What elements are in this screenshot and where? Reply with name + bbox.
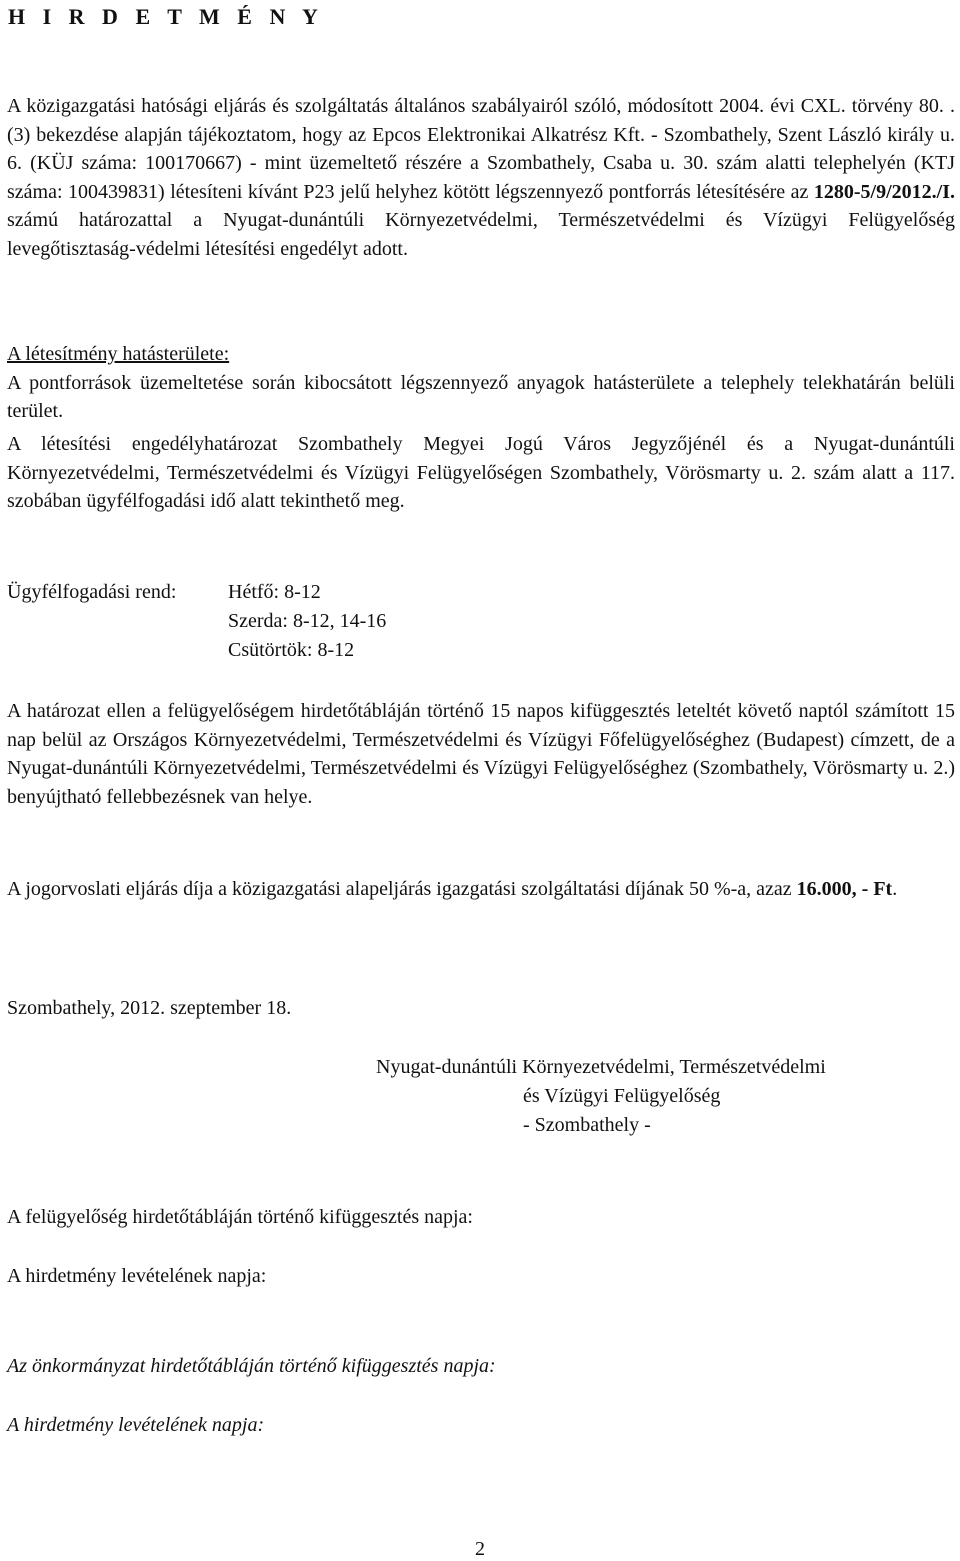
- office-hours-row-wednesday: Szerda: 8-12, 14-16: [228, 610, 387, 632]
- impact-area-text: A pontforrások üzemeltetése során kibocsátott légszennyező anyagok hatásterülete a telephely telekhatárán belüli terület.: [7, 371, 955, 423]
- fee-text: A jogorvoslati eljárás díja a közigazgatási alapeljárás igazgatási szolgáltatási díjának 50 %-a, azaz: [7, 878, 797, 900]
- inspection-paragraph: A létesítési engedélyhatározat Szombathely Megyei Jogú Város Jegyzőjénél és a Nyugat-dunántúli Környezetvédelmi, Természetvédelmi és Vízügyi Felügyelőségen Szombathely, Vörösmarty u. 2. szám alatt a 117. szobában ügyfélfogadási idő alatt tekinthető meg.: [7, 433, 955, 513]
- page-number: 2: [475, 1538, 485, 1560]
- signature-line-1: Nyugat-dunántúli Környezetvédelmi, Természetvédelmi: [376, 1056, 826, 1078]
- posting-date-field: A felügyelőség hirdetőtábláján történő kifüggesztés napja:: [7, 1206, 473, 1228]
- removal-date-field: A hirdetmény levételének napja:: [7, 1265, 267, 1287]
- intro-text-1: A közigazgatási hatósági eljárás és szolgáltatás általános szabályairól szóló, módosított 2004. évi CXL. törvény 80. . (3) bekezdése alapján tájékoztatom, hogy az Epcos Elektronikai Alkatrész Kft. - Szombathely, Szent László király u. 6. (KÜJ száma: 100170667) - mint üzemeltető részére a Szombathely, Csaba u. 30. szám alatti telephelyén (KTJ száma: 100439831) létesíteni kívánt P23 jelű helyhez kötött légszennyező pontforrás létesítésére az: [7, 95, 955, 203]
- municipal-posting-date-field: Az önkormányzat hirdetőtábláján történő kifüggesztés napja:: [7, 1355, 496, 1377]
- fee-amount: 16.000, - Ft: [796, 878, 893, 900]
- intro-paragraph: [7, 92, 955, 264]
- decision-number: 1280-5/9/2012./I.: [813, 180, 955, 203]
- signature-line-2: és Vízügyi Felügyelőség: [523, 1085, 721, 1107]
- office-hours-row-thursday: Csütörtök: 8-12: [228, 639, 355, 661]
- office-hours-row-monday: Hétfő: 8-12: [228, 581, 321, 603]
- signature-line-3: - Szombathely -: [523, 1114, 651, 1136]
- municipal-removal-date-field: A hirdetmény levételének napja:: [7, 1414, 265, 1436]
- impact-area-heading: A létesítmény hatásterülete:: [7, 343, 230, 365]
- place-and-date: Szombathely, 2012. szeptember 18.: [7, 997, 292, 1019]
- intro-text-2: számú határozattal a Nyugat-dunántúli Környezetvédelmi, Természetvédelmi és Vízügyi Felügyelőség levegőtisztaság-védelmi létesítési engedélyt adott.: [7, 209, 955, 260]
- impact-area-section: [7, 340, 955, 426]
- page-title: H I R D E T M É N Y: [8, 4, 324, 29]
- office-hours-label: Ügyfélfogadási rend:: [7, 581, 177, 603]
- fee-end: .: [892, 878, 898, 900]
- appeal-paragraph: A határozat ellen a felügyelőségem hirdetőtábláján történő 15 napos kifüggesztés leteltét követő naptól számított 15 nap belül az Országos Környezetvédelmi, Természetvédelmi és Vízügyi Főfelügyelőséghez (Budapest) címzett, de a Nyugat-dunántúli Környezetvédelmi, Természetvédelmi és Vízügyi Felügyelőséghez (Szombathely, Vörösmarty u. 2.) benyújtható fellebbezésnek van helye.: [7, 700, 955, 808]
- fee-paragraph: [7, 875, 955, 904]
